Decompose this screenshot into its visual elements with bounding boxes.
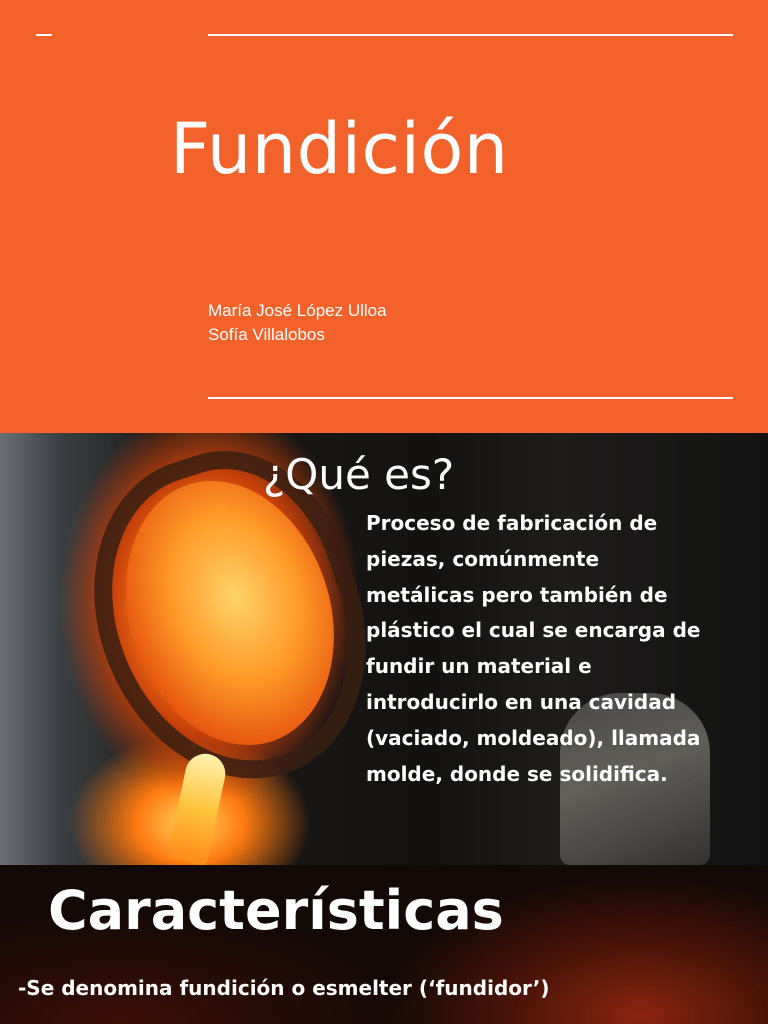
que-es-slide xyxy=(0,433,768,865)
bottom-divider-line xyxy=(208,397,733,399)
top-divider-line xyxy=(208,34,733,36)
slide-heading: Características xyxy=(48,879,504,942)
characteristics-text: -Se denomina fundición o esmelter (‘fundidor’) xyxy=(18,976,550,1000)
author-name: María José López Ulloa xyxy=(208,301,387,320)
title-slide xyxy=(0,0,768,433)
presentation-title: Fundición xyxy=(170,108,509,190)
slide-heading: ¿Qué es? xyxy=(263,450,455,499)
molten-pour-stream xyxy=(167,750,229,865)
author-name: Sofía Villalobos xyxy=(208,325,325,344)
decorative-dash xyxy=(36,34,52,36)
author-list xyxy=(208,299,387,347)
caracteristicas-slide xyxy=(0,865,768,1024)
definition-text: Proceso de fabricación de piezas, comúnmente metálicas pero también de plástico el cual se encarga de fundir un material e introducirlo en una cavidad (vaciado, moldeado), llamada molde, donde se solidifica. xyxy=(366,511,701,786)
